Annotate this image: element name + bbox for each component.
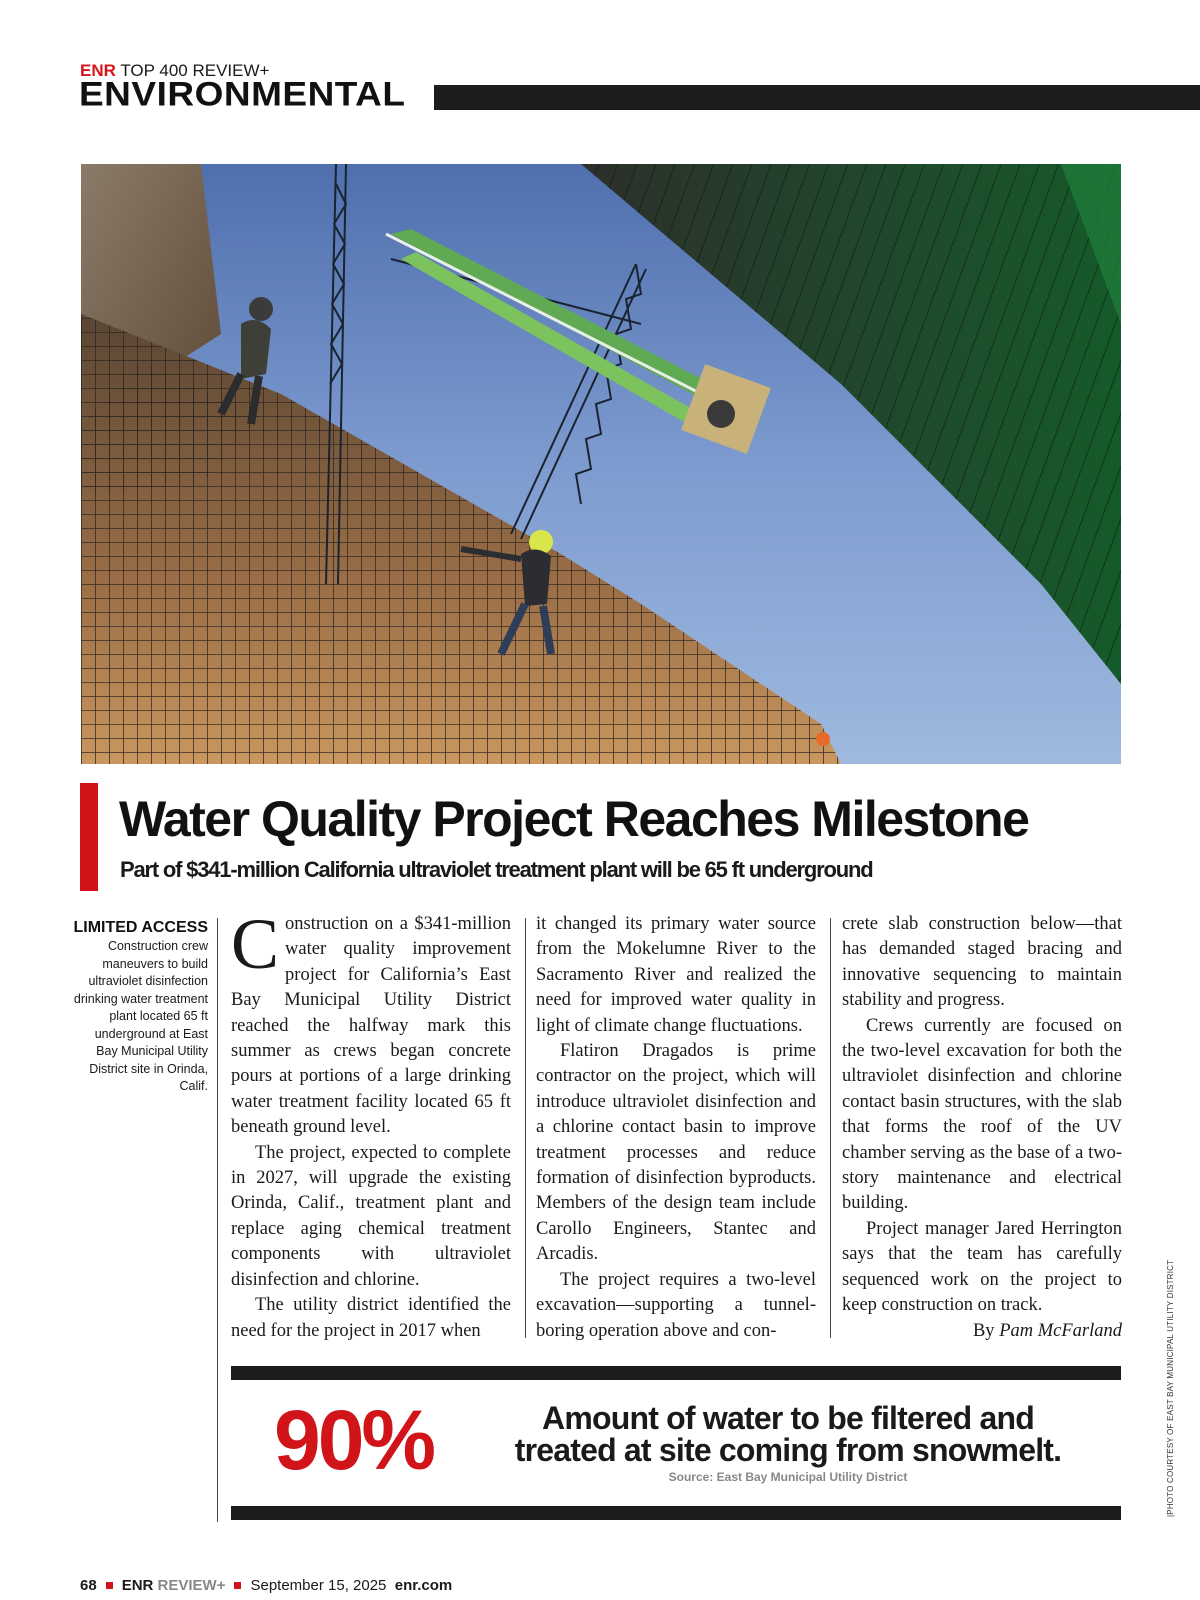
footer-brand-suffix: REVIEW+ bbox=[157, 1577, 226, 1594]
stat-description: Amount of water to be filtered and treated at site coming from snowmelt. bbox=[514, 1400, 1062, 1468]
construction-photo bbox=[81, 164, 1121, 764]
photo-caption bbox=[70, 918, 208, 1096]
article-paragraph: it changed its primary water source from the Mokelumne River to the Sacramento River and realized the need for improved water quality in light of climate change fluctuations. bbox=[536, 914, 816, 1036]
issue-date: September 15, 2025 bbox=[250, 1577, 387, 1594]
article-paragraph: Crews currently are focused on the two-level excavation for both the ultraviolet disinfection and chlorine contact basin structures, with the slab that forms the roof of the UV chamber serving as the base of a two-story maintenance and electrical building. bbox=[842, 1015, 1122, 1214]
article-paragraph: The utility district identified the need for the project in 2017 when bbox=[231, 1295, 511, 1341]
site-link[interactable]: enr.com bbox=[394, 1577, 453, 1594]
stat-number: 90% bbox=[274, 1393, 434, 1487]
page-footer bbox=[80, 1577, 452, 1595]
article-paragraph: The project, expected to complete in 2027, will upgrade the existing Orinda, Calif., treatment plant and replace aging chemical treatment components with ultraviolet disinfection and chlorine. bbox=[231, 1142, 511, 1290]
enr-logo: ENR bbox=[80, 61, 116, 80]
byline-author: Pam McFarland bbox=[999, 1320, 1122, 1341]
article-paragraph: The project requires a two-level excavation—supporting a tunnel-boring operation above and con- bbox=[536, 1269, 816, 1341]
footer-brand: ENR bbox=[121, 1577, 154, 1594]
article-paragraph: Flatiron Dragados is prime contractor on the project, which will introduce ultraviolet disinfection and a chlorine contact basin to improve treatment processes and reduce formation of disinfection byproducts. Members of the design team include Carollo Engineers, Stantec and Arcadis. bbox=[536, 1041, 816, 1265]
drop-cap: C bbox=[231, 904, 280, 984]
caption-label: LIMITED ACCESS bbox=[73, 919, 208, 936]
article-column-2 bbox=[536, 912, 816, 1344]
caption-text: Construction crew maneuvers to build ultraviolet disinfection drinking water treatment plant located 65 ft underground at East Bay Municipal Utility District site in Orinda, Calif. bbox=[73, 939, 208, 1093]
article-paragraph: Project manager Jared Herrington says that the team has carefully sequenced work on the project to keep construction on track. bbox=[842, 1218, 1122, 1316]
section-title: ENVIRONMENTAL bbox=[79, 75, 406, 113]
article-column-3 bbox=[842, 912, 1122, 1344]
column-divider bbox=[830, 918, 831, 1338]
photo-credit: |PHOTO COURTESY OF EAST BAY MUNICIPAL UTILITY DISTRICT bbox=[1166, 1259, 1175, 1517]
article-column-1 bbox=[231, 904, 511, 1344]
stat-box-bottom-rule bbox=[231, 1506, 1121, 1520]
article-paragraph bbox=[231, 904, 511, 1141]
headline-accent-bar bbox=[80, 783, 98, 891]
caption-divider bbox=[217, 918, 218, 1522]
page-number: 68 bbox=[80, 1577, 97, 1594]
column-divider bbox=[525, 918, 526, 1338]
header-rule bbox=[434, 85, 1200, 110]
byline-prefix: By bbox=[972, 1320, 1000, 1341]
article-paragraph: crete slab construction below—that has demanded staged bracing and innovative sequencing to maintain stability and progress. bbox=[842, 914, 1122, 1011]
article-byline bbox=[842, 1319, 1122, 1344]
footer-separator-icon bbox=[106, 1582, 113, 1589]
kicker-text: TOP 400 REVIEW+ bbox=[115, 61, 270, 80]
article-deck: Part of $341-million California ultraviolet treatment plant will be 65 ft underground bbox=[120, 857, 873, 882]
stat-source: Source: East Bay Municipal Utility District bbox=[668, 1470, 908, 1484]
paragraph-text: onstruction on a $341-million water quality improvement project for California’s East Bay Municipal Utility District reached the halfway mark this summer as crews began concrete pours at portions of a large drinking water treatment facility located 65 ft beneath ground level. bbox=[231, 914, 511, 1138]
footer-separator-icon bbox=[234, 1582, 241, 1589]
stat-box-top-rule bbox=[231, 1366, 1121, 1380]
article-headline: Water Quality Project Reaches Milestone bbox=[119, 791, 1029, 847]
